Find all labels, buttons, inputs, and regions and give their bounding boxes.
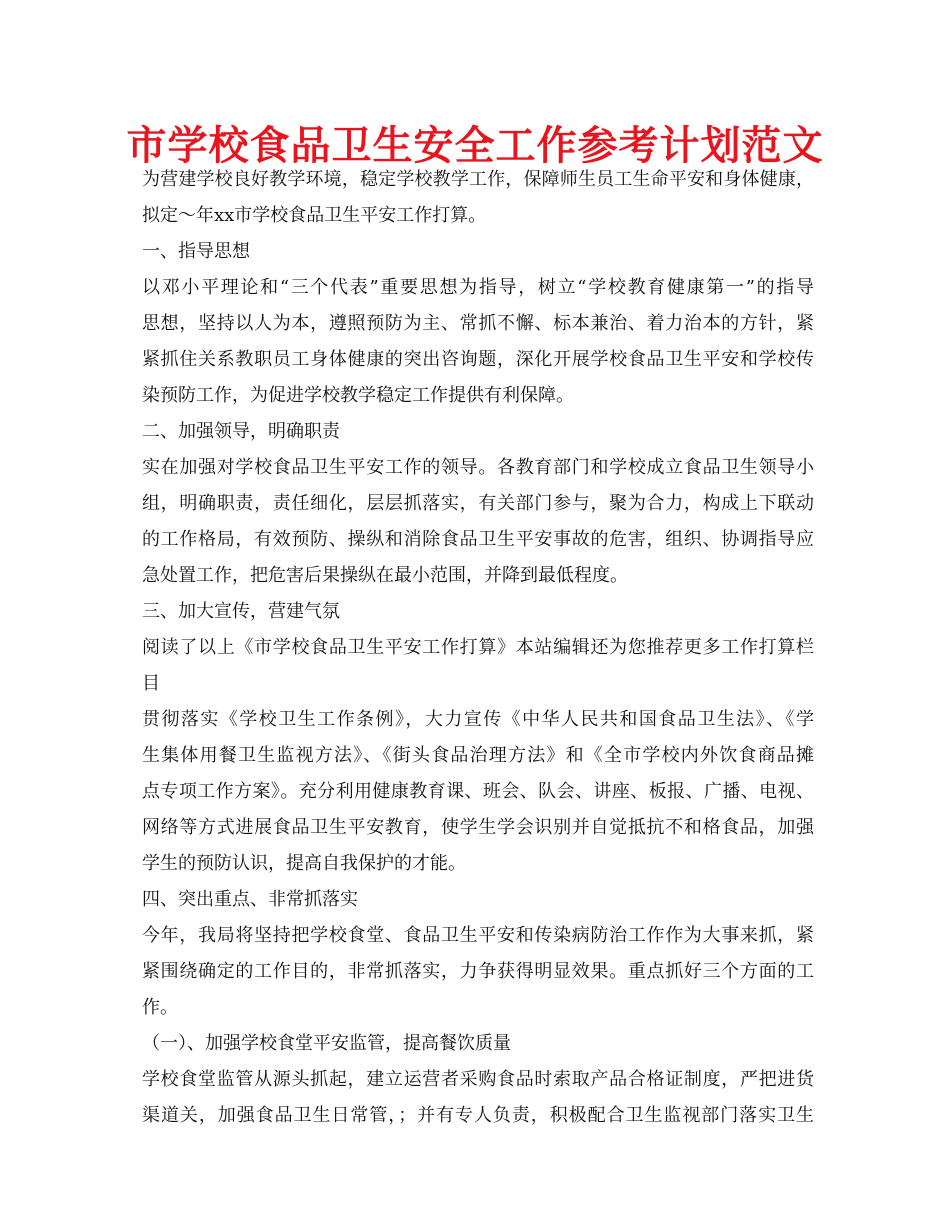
body-line: 作。	[142, 997, 178, 1018]
section-heading: 三、加大宣传，营建气氛	[142, 601, 340, 622]
body-line: 紧围绕确定的工作目的，非常抓落实，力争获得明显效果。重点抓好三个方面的工	[142, 961, 814, 982]
body-line: 紧抓住关系教职员工身体健康的突出咨询题，深化开展学校食品卫生平安和学校传	[142, 349, 814, 370]
body-line: 渠道关，加强食品卫生日常管，；并有专人负责，积极配合卫生监视部门落实卫生	[142, 1105, 814, 1126]
body-line: 以邓小平理论和“三个代表”重要思想为指导，树立“学校教育健康第一”的指导	[142, 277, 814, 298]
section-heading: 一、指导思想	[142, 241, 250, 262]
body-line: 目	[142, 673, 160, 694]
section-heading: 二、加强领导，明确职责	[142, 421, 340, 442]
body-line: 组，明确职责，责任细化，层层抓落实，有关部门参与，聚为合力，构成上下联动	[142, 493, 814, 514]
body-line: 网络等方式进展食品卫生平安教育，使学生学会识别并自觉抵抗不和格食品，加强	[142, 817, 814, 838]
section-heading: 四、突出重点、非常抓落实	[142, 889, 358, 910]
body-line: 生集体用餐卫生监视方法》、《街头食品治理方法》和《全市学校内外饮食商品摊	[142, 745, 814, 766]
body-line: 思想，坚持以人为本，遵照预防为主、常抓不懈、标本兼治、着力治本的方针，紧	[142, 313, 814, 334]
body-line: 点专项工作方案》。充分利用健康教育课、班会、队会、讲座、板报、广播、电视、	[142, 781, 814, 802]
subsection-heading: （一）、加强学校食堂平安监管，提高餐饮质量	[142, 1033, 511, 1054]
body-line: 为营建学校良好教学环境，稳定学校教学工作，保障师生员工生命平安和身体健康，	[142, 169, 814, 190]
body-line: 学校食堂监管从源头抓起，建立运营者采购食品时索取产品合格证制度，严把进货	[142, 1069, 814, 1090]
document-title: 市学校食品卫生安全工作参考计划范文	[126, 123, 824, 169]
body-line: 的工作格局，有效预防、操纵和消除食品卫生平安事故的危害，组织、协调指导应	[142, 529, 814, 550]
body-line: 今年，我局将坚持把学校食堂、食品卫生平安和传染病防治工作作为大事来抓，紧	[142, 925, 814, 946]
body-line: 学生的预防认识，提高自我保护的才能。	[142, 853, 466, 874]
body-line: 贯彻落实《学校卫生工作条例》，大力宣传《中华人民共和国食品卫生法》、《学	[142, 709, 814, 730]
body-line: 拟定～年xx市学校食品卫生平安工作打算。	[142, 205, 487, 226]
body-line: 染预防工作，为促进学校教学稳定工作提供有利保障。	[142, 385, 574, 406]
body-line: 实在加强对学校食品卫生平安工作的领导。各教育部门和学校成立食品卫生领导小	[142, 457, 814, 478]
document-body	[142, 162, 814, 1134]
body-line: 阅读了以上《市学校食品卫生平安工作打算》本站编辑还为您推荐更多工作打算栏	[142, 637, 814, 658]
body-line: 急处置工作，把危害后果操纵在最小范围，并降到最低程度。	[142, 565, 628, 586]
